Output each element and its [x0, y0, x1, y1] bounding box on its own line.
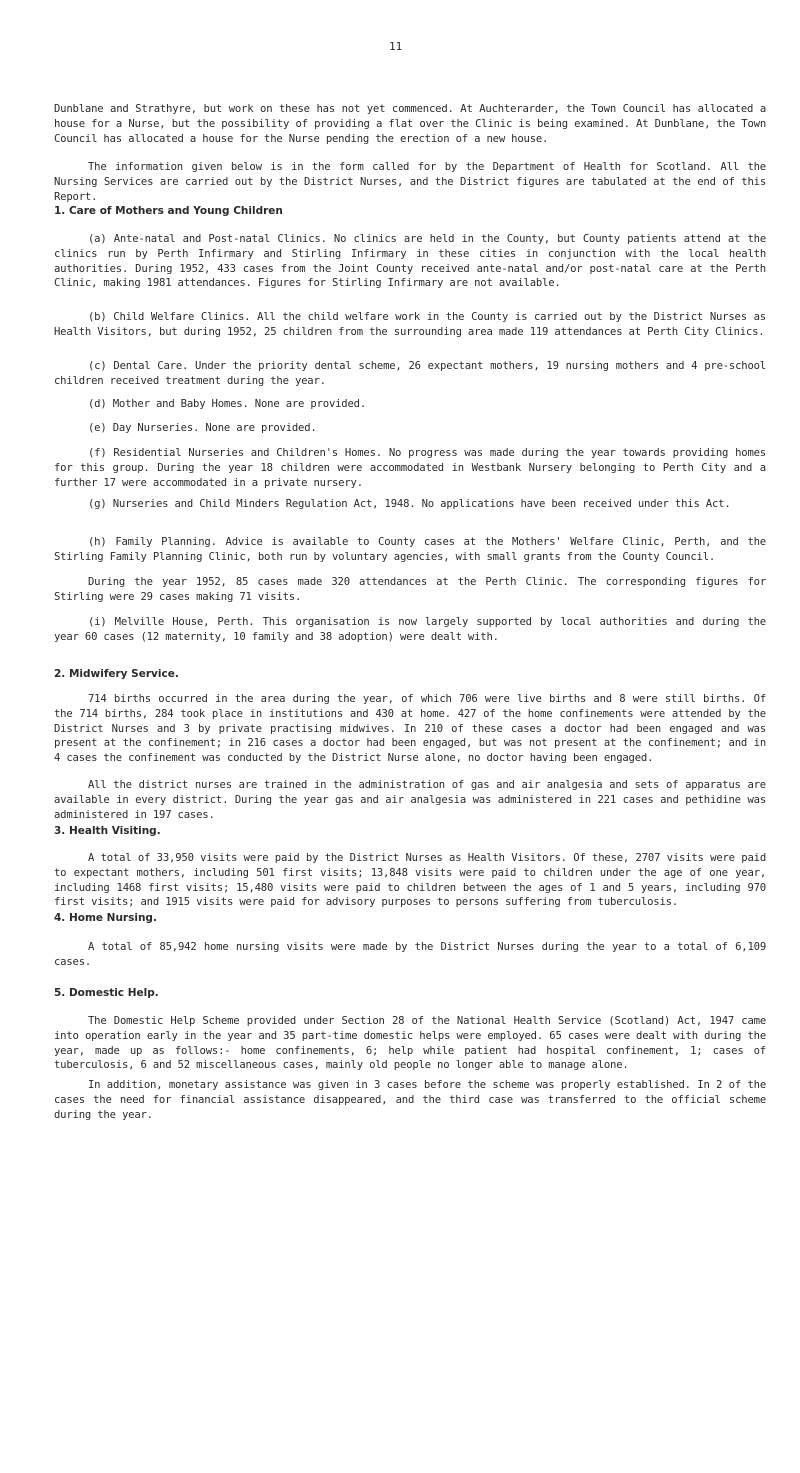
- care-item-h: (h) Family Planning. Advice is available to County cases at the Mothers' Welfare Clinic, Perth, and the Stirling Family Planning Clinic, both run by voluntary agencies, with small grants from the County Council.: [54, 536, 766, 563]
- care-item-c: (c) Dental Care. Under the priority dental scheme, 26 expectant mothers, 19 nursing mothers and 4 pre-school children received treatment during the year.: [54, 360, 766, 387]
- section-heading-health-visiting: 3. Health Visiting.: [54, 825, 161, 837]
- domestic-help-paragraph-1: The Domestic Help Scheme provided under Section 28 of the National Health Service (Scotland) Act, 1947 came into operation early in the year and 35 part-time domestic helps were employed. 65 cases were dealt with during the year, made up as follows:- home confinements, 6; help while patient had hospital confinement, 1; cases of tuberculosis, 6 and 52 miscellaneous cases, mainly old people no longer able to manage alone.: [54, 1015, 766, 1072]
- section-heading-midwifery: 2. Midwifery Service.: [54, 668, 179, 680]
- section-heading-home-nursing: 4. Home Nursing.: [54, 912, 157, 924]
- section-heading-care: 1. Care of Mothers and Young Children: [54, 205, 283, 217]
- home-nursing-paragraph: A total of 85,942 home nursing visits were made by the District Nurses during the year to a total of 6,109 cases.: [54, 941, 766, 968]
- health-visiting-paragraph: A total of 33,950 visits were paid by the District Nurses as Health Visitors. Of these, 2707 visits were paid to expectant mothers, including 501 first visits; 13,848 visits were paid to children under the age of one year, including 1468 first visits; 15,480 visits were paid to children between the ages of 1 and 5 years, including 970 first visits; and 1915 visits were paid for advisory purposes to persons suffering from tuberculosis.: [54, 852, 766, 909]
- care-item-g: (g) Nurseries and Child Minders Regulation Act, 1948. No applications have been received under this Act.: [88, 498, 731, 510]
- care-item-b: (b) Child Welfare Clinics. All the child welfare work in the County is carried out by the District Nurses as Health Visitors, but during 1952, 25 children from the surrounding area made 119 attendances at Perth City Clinics.: [54, 311, 766, 338]
- care-item-a: (a) Ante-natal and Post-natal Clinics. No clinics are held in the County, but County patients attend at the clinics run by Perth Infirmary and Stirling Infirmary in these cities in conjunction with the local health authorities. During 1952, 433 cases from the Joint County received ante-natal and/or post-natal care at the Perth Clinic, making 1981 attendances. Figures for Stirling Infirmary are not available.: [54, 233, 766, 290]
- care-item-d: (d) Mother and Baby Homes. None are provided.: [88, 398, 367, 410]
- info-paragraph: The information given below is in the form called for by the Department of Health for Scotland. All the Nursing Services are carried out by the District Nurses, and the District figures are tabulated at the end of this Report.: [54, 161, 766, 203]
- care-item-i: (i) Melville House, Perth. This organisation is now largely supported by local authorities and during the year 60 cases (12 maternity, 10 family and 38 adoption) were dealt with.: [54, 616, 766, 643]
- care-item-f: (f) Residential Nurseries and Children's Homes. No progress was made during the year towards providing homes for this group. During the year 18 children were accommodated in Westbank Nursery belonging to Perth City and a further 17 were accommodated in a private nursery.: [54, 447, 766, 489]
- domestic-help-paragraph-2: In addition, monetary assistance was given in 3 cases before the scheme was properly established. In 2 of the cases the need for financial assistance disappeared, and the third case was transferred to the official scheme during the year.: [54, 1079, 766, 1121]
- care-item-e: (e) Day Nurseries. None are provided.: [88, 422, 317, 434]
- midwifery-paragraph-1: 714 births occurred in the area during the year, of which 706 were live births and 8 were still births. Of the 714 births, 284 took place in institutions and 430 at home. 427 of the home confinements were attended by the District Nurses and 3 by private practising midwives. In 210 of these cases a doctor had been engaged and was present at the confinement; in 216 cases a doctor had been engaged, but was not present at the confinement; and in 4 cases the confinement was conducted by the District Nurse alone, no doctor having been engaged.: [54, 693, 766, 765]
- intro-paragraph: Dunblane and Strathyre, but work on these has not yet commenced. At Auchterarder, the Town Council has allocated a house for a Nurse, but the possibility of providing a flat over the Clinic is being examined. At Dunblane, the Town Council has allocated a house for the Nurse pending the erection of a new house.: [54, 103, 766, 145]
- care-item-h-continued: During the year 1952, 85 cases made 320 attendances at the Perth Clinic. The corresponding figures for Stirling were 29 cases making 71 visits.: [54, 576, 766, 603]
- midwifery-paragraph-2: All the district nurses are trained in the administration of gas and air analgesia and sets of apparatus are available in every district. During the year gas and air analgesia was administered in 221 cases and pethidine was administered in 197 cases.: [54, 779, 766, 821]
- section-heading-domestic-help: 5. Domestic Help.: [54, 987, 159, 999]
- page-number: 11: [389, 40, 403, 53]
